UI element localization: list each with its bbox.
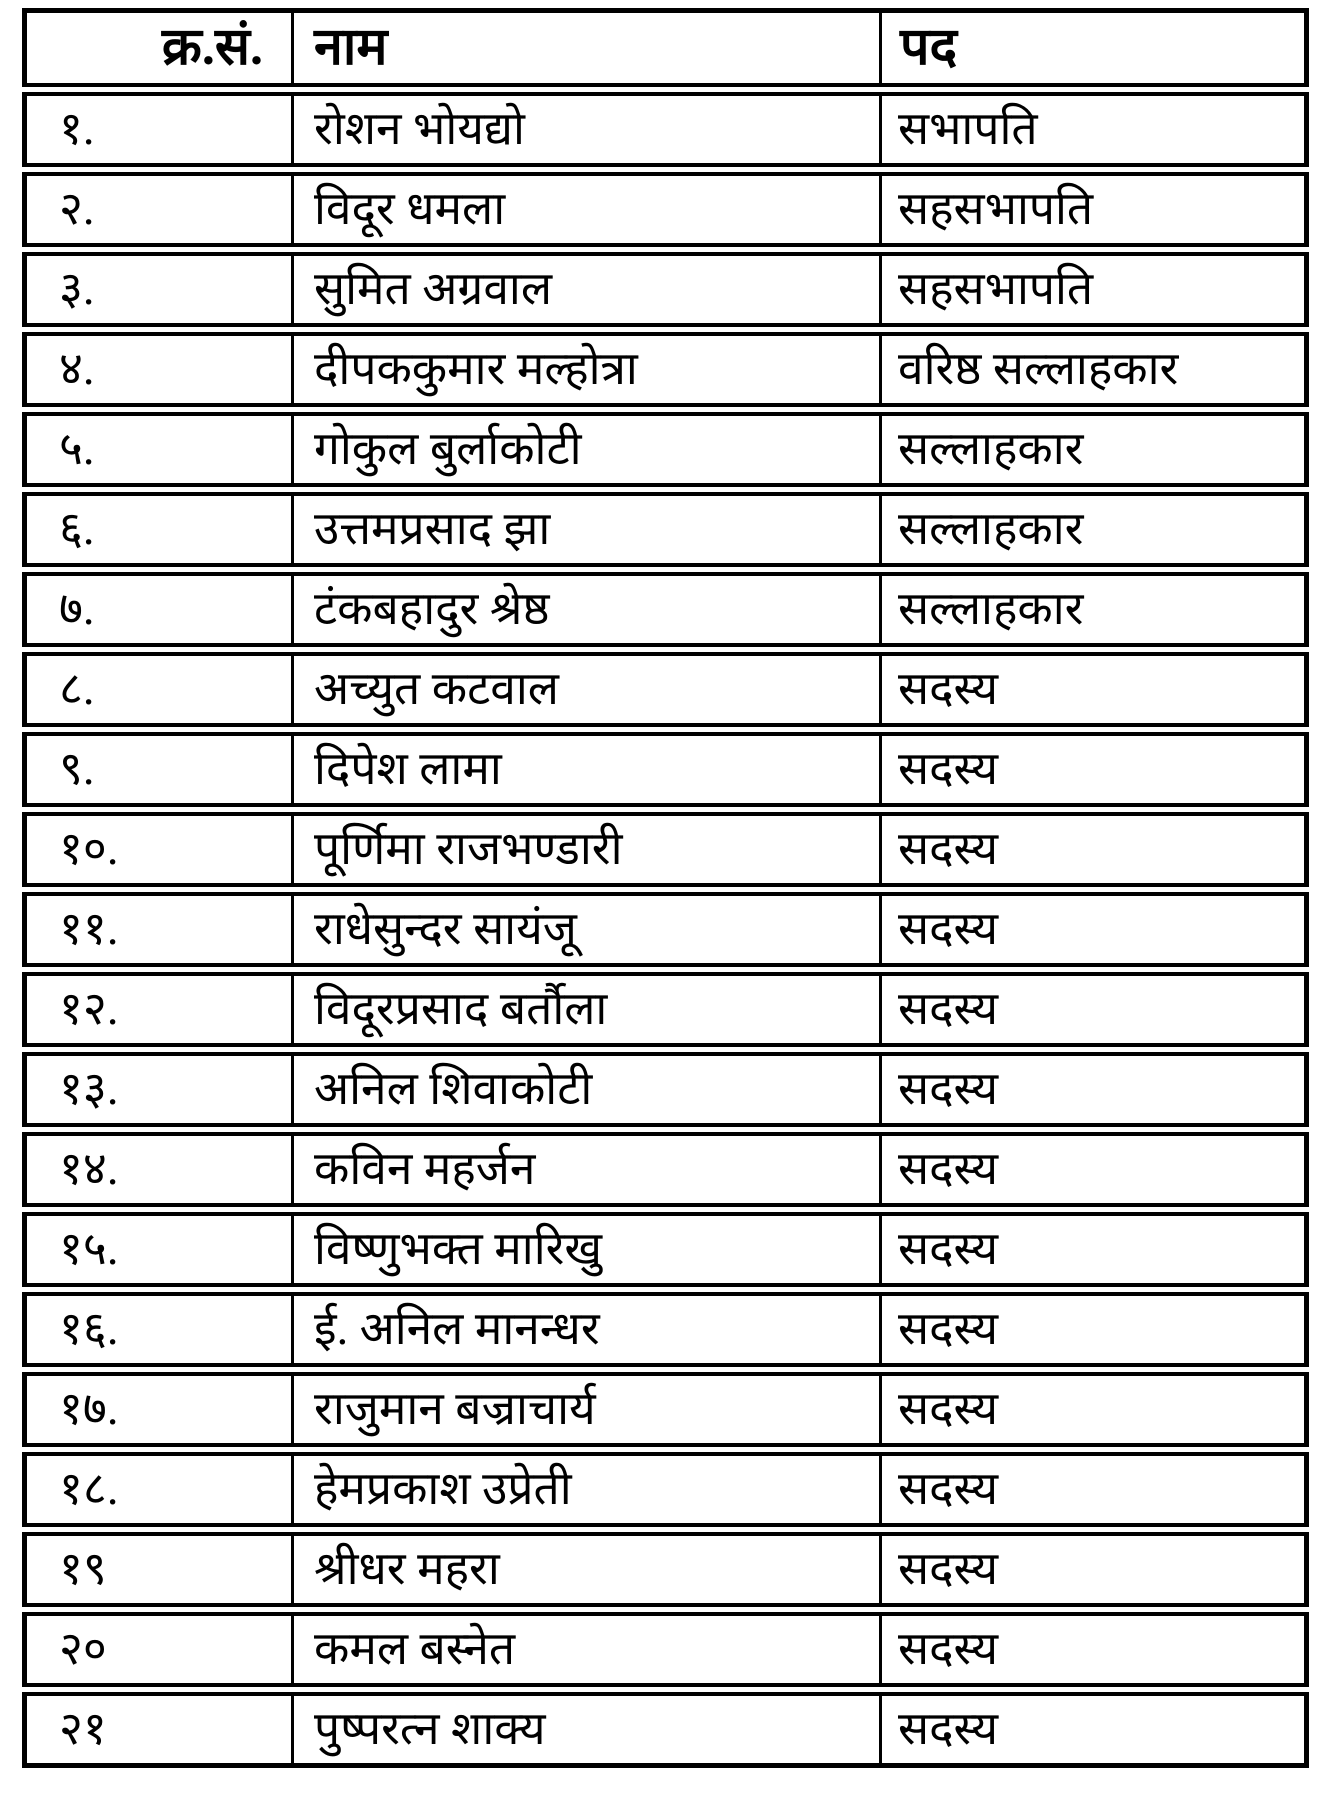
cell-position: सदस्य [881,1050,1307,1130]
cell-name: अच्युत कटवाल [293,650,881,730]
members-table [22,8,1309,1768]
cell-position: सहसभापति [881,170,1307,250]
cell-name: दीपककुमार मल्होत्रा [293,330,881,410]
table-row [25,650,1307,730]
cell-position: सल्लाहकार [881,570,1307,650]
cell-serial: २१ [25,1690,293,1766]
table-row [25,1690,1307,1766]
cell-serial: १५. [25,1210,293,1290]
table-row [25,1130,1307,1210]
cell-serial: ५. [25,410,293,490]
cell-name: राधेसुन्दर सायंजू [293,890,881,970]
cell-position: सदस्य [881,810,1307,890]
table-row [25,890,1307,970]
table-row [25,1210,1307,1290]
cell-name: पुष्परत्न शाक्य [293,1690,881,1766]
header-row [25,11,1307,90]
cell-name: दिपेश लामा [293,730,881,810]
cell-position: सदस्य [881,730,1307,810]
header-cell-name: नाम [293,11,881,90]
cell-serial: १०. [25,810,293,890]
cell-position: सदस्य [881,650,1307,730]
table-row [25,250,1307,330]
cell-name: टंकबहादुर श्रेष्ठ [293,570,881,650]
cell-serial: १८. [25,1450,293,1530]
cell-position: सदस्य [881,890,1307,970]
cell-position: सदस्य [881,1530,1307,1610]
cell-position: सभापति [881,90,1307,170]
table-row [25,490,1307,570]
cell-name: हेमप्रकाश उप्रेती [293,1450,881,1530]
cell-position: सहसभापति [881,250,1307,330]
cell-serial: २० [25,1610,293,1690]
cell-position: सदस्य [881,1690,1307,1766]
cell-serial: २. [25,170,293,250]
table-row [25,1370,1307,1450]
cell-position: सदस्य [881,1210,1307,1290]
cell-position: सदस्य [881,1450,1307,1530]
cell-name: कमल बस्नेत [293,1610,881,1690]
cell-name: श्रीधर महरा [293,1530,881,1610]
cell-position: वरिष्ठ सल्लाहकार [881,330,1307,410]
cell-name: राजुमान बज्राचार्य [293,1370,881,1450]
table-row [25,970,1307,1050]
table-row [25,330,1307,410]
cell-name: विष्णुभक्त मारिखु [293,1210,881,1290]
table-row [25,90,1307,170]
cell-name: पूर्णिमा राजभण्डारी [293,810,881,890]
cell-name: गोकुल बुर्लाकोटी [293,410,881,490]
cell-serial: १७. [25,1370,293,1450]
table-row [25,410,1307,490]
table-row [25,1050,1307,1130]
cell-name: उत्तमप्रसाद झा [293,490,881,570]
cell-serial: १४. [25,1130,293,1210]
cell-position: सल्लाहकार [881,410,1307,490]
cell-position: सदस्य [881,1610,1307,1690]
cell-name: अनिल शिवाकोटी [293,1050,881,1130]
cell-serial: ४. [25,330,293,410]
cell-position: सदस्य [881,970,1307,1050]
cell-serial: ८. [25,650,293,730]
cell-serial: १३. [25,1050,293,1130]
cell-serial: ९. [25,730,293,810]
cell-position: सदस्य [881,1130,1307,1210]
table-row [25,1290,1307,1370]
cell-serial: १६. [25,1290,293,1370]
table-row [25,570,1307,650]
cell-serial: १२. [25,970,293,1050]
cell-serial: १. [25,90,293,170]
header-cell-serial: क्र.सं. [25,11,293,90]
table-header [25,11,1307,90]
table-row [25,170,1307,250]
cell-serial: ११. [25,890,293,970]
cell-serial: ७. [25,570,293,650]
cell-position: सदस्य [881,1370,1307,1450]
table-row [25,1450,1307,1530]
cell-position: सदस्य [881,1290,1307,1370]
table-row [25,730,1307,810]
cell-name: ई. अनिल मानन्धर [293,1290,881,1370]
header-cell-position: पद [881,11,1307,90]
table-row [25,1610,1307,1690]
cell-serial: १९ [25,1530,293,1610]
cell-position: सल्लाहकार [881,490,1307,570]
cell-name: विदूर धमला [293,170,881,250]
cell-name: कविन महर्जन [293,1130,881,1210]
table-row [25,1530,1307,1610]
cell-name: विदूरप्रसाद बर्तौला [293,970,881,1050]
cell-serial: ६. [25,490,293,570]
cell-name: रोशन भोयद्यो [293,90,881,170]
table-row [25,810,1307,890]
cell-name: सुमित अग्रवाल [293,250,881,330]
cell-serial: ३. [25,250,293,330]
table-body [25,90,1307,1766]
